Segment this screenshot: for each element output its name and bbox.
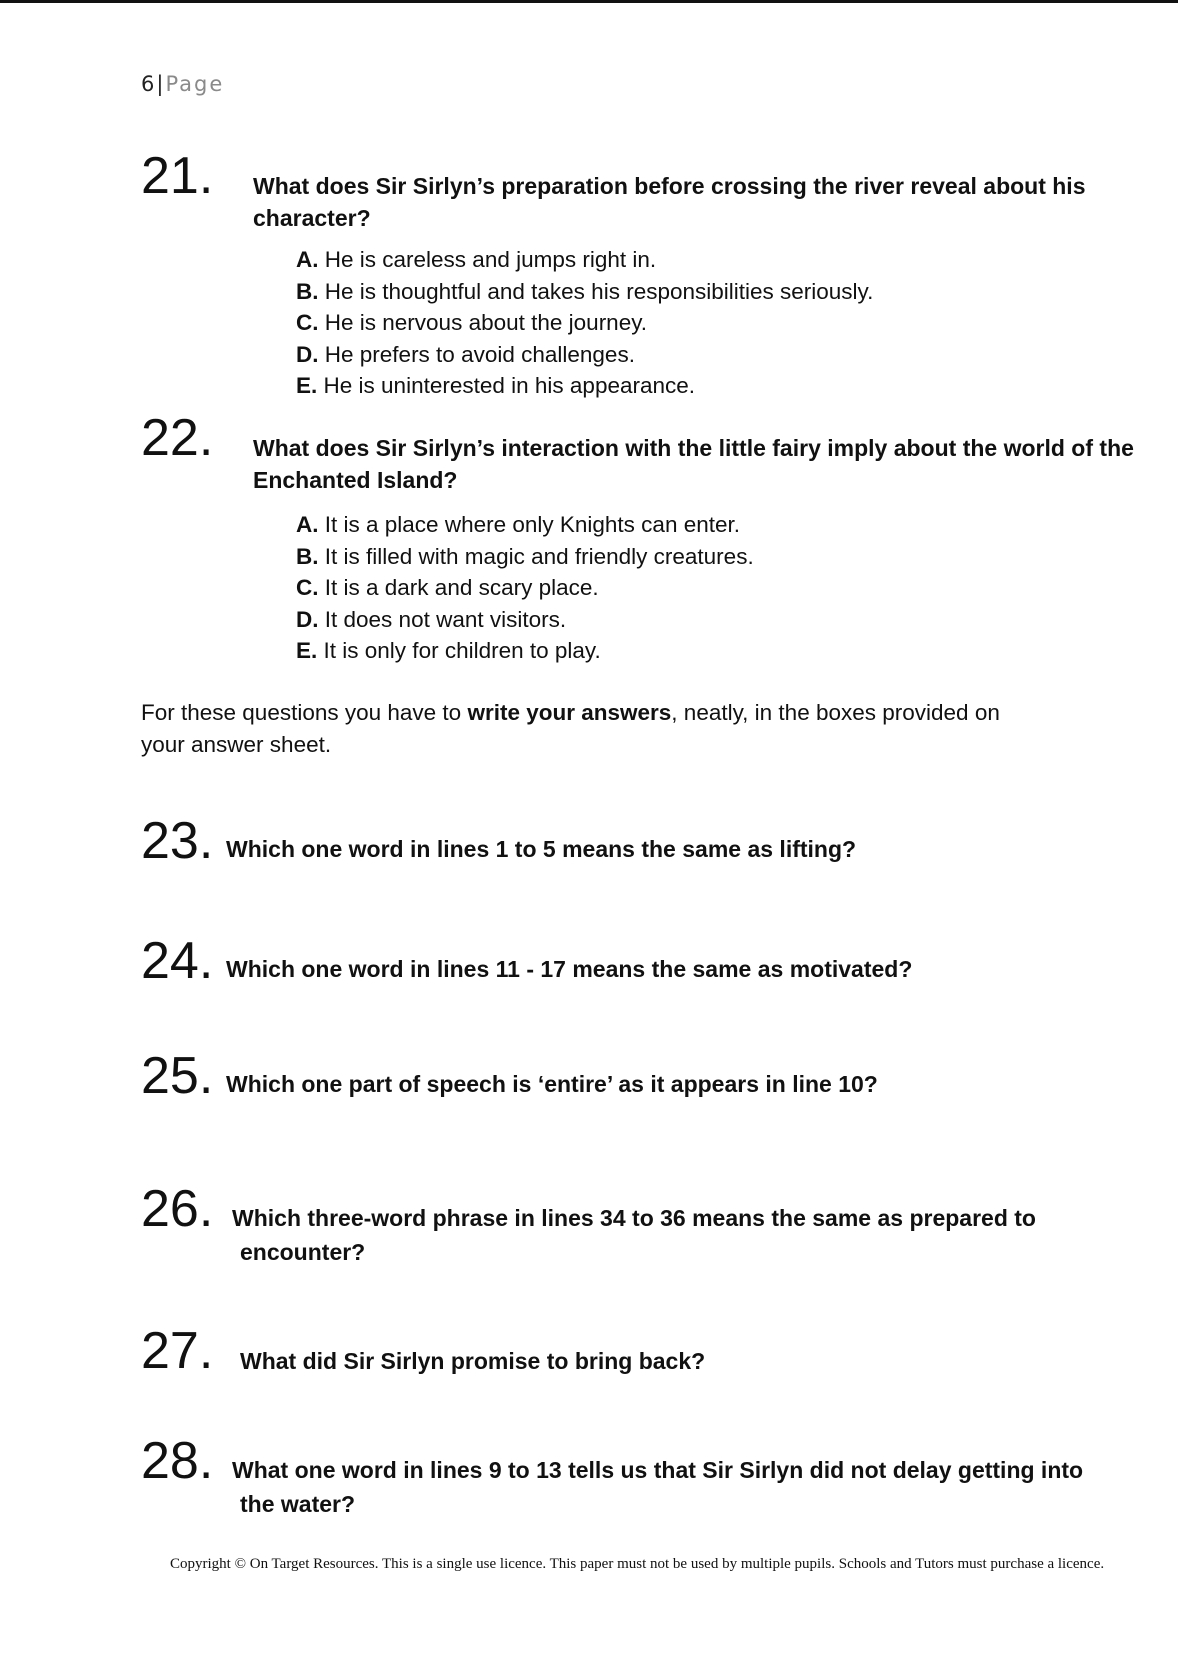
question-text: Which three-word phrase in lines 34 to 36 means the same as prepared to encounter? (232, 1205, 1036, 1265)
question-number: 22. (141, 409, 214, 467)
option-e: E. It is only for children to play. (296, 638, 601, 663)
question-text: What does Sir Sirlyn’s preparation before crossing the river reveal about his character? (253, 173, 1086, 231)
page-separator: | (156, 72, 164, 96)
question-number: 25. (141, 1047, 214, 1105)
question-number: 28. (141, 1432, 214, 1490)
options-list (296, 509, 754, 667)
page-number: 6 (141, 72, 155, 96)
question-number: 27. (141, 1322, 214, 1380)
instruction-text: For these questions you have to write your answers, neatly, in the boxes provided on your answer sheet. (141, 700, 1000, 757)
question-text: Which one word in lines 11 - 17 means the same as motivated? (226, 956, 913, 982)
question-number: 24. (141, 932, 214, 990)
question-number: 23. (141, 812, 214, 870)
option-b: B. He is thoughtful and takes his responsibilities seriously. (296, 278, 874, 304)
option-e: E. He is uninterested in his appearance. (296, 373, 696, 398)
top-border-line (0, 0, 1178, 3)
option-a: A. It is a place where only Knights can enter. (296, 512, 741, 537)
question-text: Which one part of speech is ‘entire’ as it appears in line 10? (226, 1071, 878, 1097)
option-d: D. It does not want visitors. (296, 606, 567, 632)
page-header (141, 72, 224, 96)
option-b: B. It is filled with magic and friendly creatures. (296, 543, 754, 569)
question-text: Which one word in lines 1 to 5 means the same as lifting? (226, 836, 857, 862)
question-number: 26. (141, 1180, 214, 1238)
question-text: What does Sir Sirlyn’s interaction with the little fairy imply about the world of the Enchanted Island? (253, 435, 1134, 493)
option-c: C. It is a dark and scary place. (296, 575, 599, 600)
option-a: A. He is careless and jumps right in. (296, 247, 657, 272)
question-text: What one word in lines 9 to 13 tells us that Sir Sirlyn did not delay getting into the water? (232, 1457, 1084, 1517)
option-d: D. He prefers to avoid challenges. (296, 341, 635, 367)
copyright-footer: Copyright © On Target Resources. This is a single use licence. This paper must not be used by multiple pupils. Schools and Tutors must purchase a licence. (170, 1556, 1105, 1572)
question-text: What did Sir Sirlyn promise to bring back? (240, 1348, 706, 1374)
page-word: Page (165, 72, 225, 96)
option-c: C. He is nervous about the journey. (296, 310, 648, 335)
options-list (296, 244, 873, 402)
question-number: 21. (141, 147, 214, 205)
